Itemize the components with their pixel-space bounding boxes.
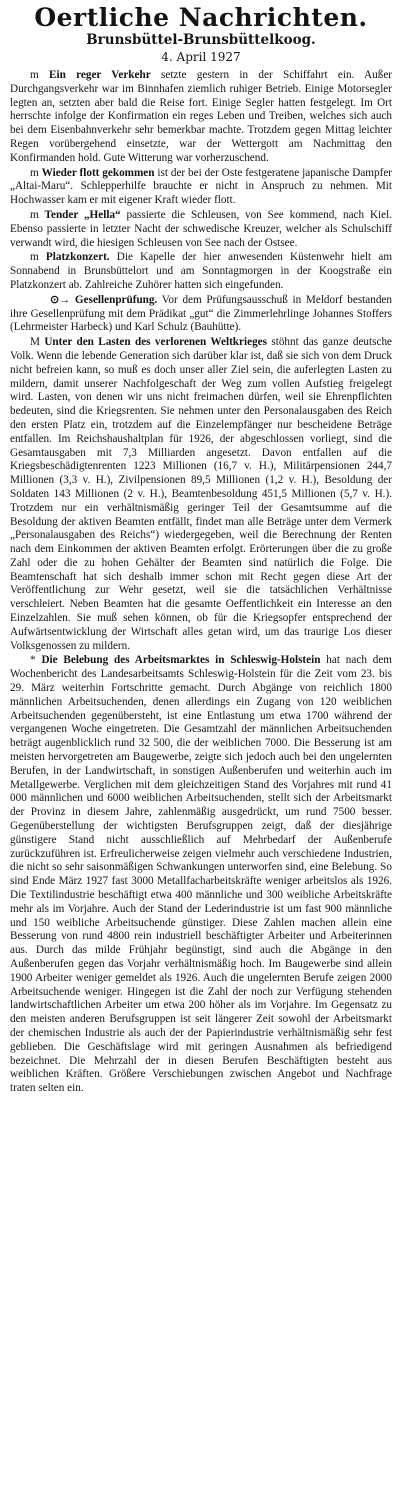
article-lead: Die Belebung des Arbeitsmarktes in Schleswig-Holstein	[41, 654, 321, 667]
article-verkehr	[10, 69, 392, 166]
dateline: 4. April 1927	[161, 50, 241, 64]
article-platzkonzert	[10, 251, 392, 292]
article-gesellenpruefung	[10, 294, 392, 335]
article-lead: Tender „Hella“	[44, 208, 121, 221]
article-body: setzte gestern in der Schiffahrt ein. Außer Durchgangsverkehr war im Binnhafen ziemlich ruhiger Betrieb. Einige Motorsegler legten an, setzten aber bald die Reise fort. Einige Segler hatten festgelegt. Im Ort herrschte infolge der Konfirmation ein reges Leben und Treiben, welches sich auch bei dem Eisenbahnverkehr sehr bemerkbar machte. Trotzdem gegen Mittag leichter Regen vorübergehend einsetzte, war der Wettergott am Nachmittag den Konfirmanden hold. Gute Witterung war vorherzuschend.	[10, 69, 393, 164]
section-title: Oertliche Nachrichten.	[34, 3, 368, 32]
article-body: ist der bei der Oste festgeratene japanische Dampfer „Altai-Maru“. Schlepperhilfe brauchte er nicht in Anspruch zu nehmen. Mit Hochwasser kam er mit eigener Kraft wieder flott.	[10, 166, 393, 207]
article-body: passierte die Schleusen, von See kommend, nach Kiel. Ebenso passierte in letzter Nacht der schwedische Kreuzer, welcher als Schulschiff verwandt wird, die hiesigen Schleusen von See nach der Ostsee.	[10, 208, 392, 249]
article-body: Vor dem Prüfungsausschuß in Meldorf bestanden ihre Gesellenprüfung mit dem Prädikat „gut“ die Zimmerlehrlinge Johannes Stoffers (Lehrmeister Harbeck) und Karl Schulz (Bauhütte).	[10, 293, 392, 334]
article-lead: Ein reger Verkehr	[49, 69, 151, 81]
article-mark: m	[30, 208, 39, 221]
article-tender	[10, 209, 392, 250]
article-mark: m	[30, 166, 39, 179]
article-body: hat nach dem Wochenbericht des Landesarbeitsamts Schleswig-Holstein für die Zeit vom 23. bis 29. März weiterhin Fortschritte gemacht. Durch Abgänge von reichlich 1800 männlichen Arbeitsuchenden, denen allerdings ein Zugang von 120 weiblichen Arbeitsuchenden gegenübersteht, ist eine Entlastung um etwa 1700 während der vergangenen Woche eingetreten. Die Gesamtzahl der männlichen Arbeitsuchenden beträgt augenblicklich rund 32 500, die der weiblichen 7000. Die Besserung ist am meisten hervorgetreten am Baugewerbe, zeigte sich jedoch auch bei den ungelernten Berufen, in der Landwirtschaft, in sonstigen Außenberufen und weiterhin auch im Metallgewerbe. Verglichen mit dem gleichzeitigen Stand des Vorjahres mit rund 41 000 männlichen und 6000 weiblichen Arbeitsuchenden, stellt sich der Arbeitsmarkt der Provinz in diesem Jahre, zahlenmäßig ausgedrückt, um rund 7500 besser. Gegenüberstellung der wichtigsten Berufsgruppen zeigt, daß der diesjährige günstigere Stand nicht ausschließlich auf Mehrbedarf der Außenberufe zurückzuführen ist. Erfreulicherweise zeigen vielmehr auch verschiedene Industrien, die nicht so sehr saisonmäßigen Schwankungen unterworfen sind, eine Belebung. So sind Ende März 1927 fast 3000 Metallfacharbeitskräfte weniger arbeitslos als 1926. Die Textilindustrie beschäftigt etwa 400 männliche und 300 weibliche Arbeitskräfte mehr als im Vorjahre. Auch der Stand der Lederindustrie ist um fast 900 männliche und 150 weibliche Arbeitsuchende günstiger. Diese Zahlen machen allein eine Besserung von rund 4800 rein industriell beschäftigter Arbeiter und Arbeiterinnen aus. Durch das milde Frühjahr begünstigt, sind auch die Abgänge in den Außenberufen gegen das Vorjahr verhältnismäßig hoch. Im Baugewerbe sind allein 1900 Arbeiter weniger gemeldet als 1926. Auch die ungelernten Berufe zeigen 2000 Arbeitsuchende weniger. Hingegen ist die Zahl der noch zur Verfügung stehenden landwirtschaftlichen Arbeiter um etwa 200 höher als im Vorjahre. Im Gegensatz zu den meisten anderen Berufsgruppen ist seit längerer Zeit sowohl der Arbeitsmarkt der chemischen Industrie als auch der der Papierindustrie verhältnismäßig sehr fest geblieben. Die Geschäftslage wird mit geringen Ausnahmen als befriedigend bezeichnet. Die Mehrzahl der in diesen Berufen Beschäftigten besteht aus weiblichen Kräften. Größere Verschiebungen zwischen Angebot und Nachfrage traten selten ein.	[10, 654, 393, 1095]
article-mark: m	[30, 251, 39, 264]
article-lead: Platzkonzert.	[45, 251, 110, 264]
article-mark: *	[30, 654, 36, 667]
article-lead: Gesellenprüfung.	[74, 293, 158, 306]
article-flott	[10, 167, 392, 208]
article-mark: M	[30, 336, 40, 349]
article-body: Die Kapelle der hier anwesenden Küstenwehr hielt am Sonnabend in Brunsbüttelort und am Sonntagmorgen in der Koogstraße ein Platzkonzert ab. Zahlreiche Zuhörer hatten sich eingefunden.	[10, 251, 393, 291]
article-lead: Wieder flott gekommen	[41, 166, 155, 179]
article-arbeitsmarkt	[10, 654, 392, 1096]
article-lead: Unter den Lasten des verlorenen Weltkrieges	[44, 336, 267, 349]
section-subtitle: Brunsbüttel-Brunsbüttelkoog.	[86, 32, 316, 48]
article-mark: m	[30, 69, 39, 81]
pointer-arrow-icon: ⊙→	[50, 293, 71, 306]
article-body: stöhnt das ganze deutsche Volk. Wenn die lebende Generation sich darüber klar ist, daß sie sich von dem Druck nicht befreien kann, so muß es doch unser aller Ziel sein, die auferlegten Lasten zu mildern, damit unserer Nachfolgeschaft der Weg zum vollen Aufstieg freigelegt wird. Lasten, von denen wir uns nicht freimachen dürfen, weil sie Ehrenpflichten bedeuten, sind die Kriegsrenten. Sie nehmen unter den Personalausgaben des Reich den ersten Platz ein, trotzdem auf die Einzelempfänger nur bescheidene Beträge entfallen. Im Reichshaushaltplan für 1926, der abgeschlossen vorliegt, sind die Gesamtausgaben mit 7,3 Milliarden angesetzt. Davon entfallen auf die Kriegsbeschädigtenrenten 1223 Millionen (16,7 v. H.), Militärpensionen 244,7 Millionen (3,3 v. H.), Zivilpensionen 89,5 Millionen (1,2 v. H.), Besoldung der Soldaten 143 Millionen (2 v. H.), Beamtenbesoldung 451,5 Millionen (5,7 v. H.). Trotzdem nur ein verhältnismäßig geringer Teil der Gesamtsumme auf die Besoldung der aktiven Beamten entfällt, findet man alle Beträge unter dem Vermerk „Personalausgaben des Reichs“) wiedergegeben, weil die Berechnung der Renten nach dem Einkommen der aktiven Beamten erfolgt. Erörterungen über die zu große Zahl oder die zu hohen Gehälter der Beamten sind natürlich die Folge. Die Beamtenschaft hat sich deshalb immer schon mit Recht gegen diese Art der Veröffentlichung zur Wehr gesetzt, weil sie die tatsächlichen Verhältnisse verschleiert. Neben Beamten hat die gesamte Oeffentlichkeit ein Interesse an den Einzelzahlen. Sie muß sehen können, ob für die Kriegsopfer entsprechend der Aufwärtsentwicklung der Wirtschaft alles getan wird, um das traurige Los dieser Volksgenossen zu mildern.	[10, 336, 393, 652]
article-weltkrieg-lasten	[10, 336, 392, 653]
